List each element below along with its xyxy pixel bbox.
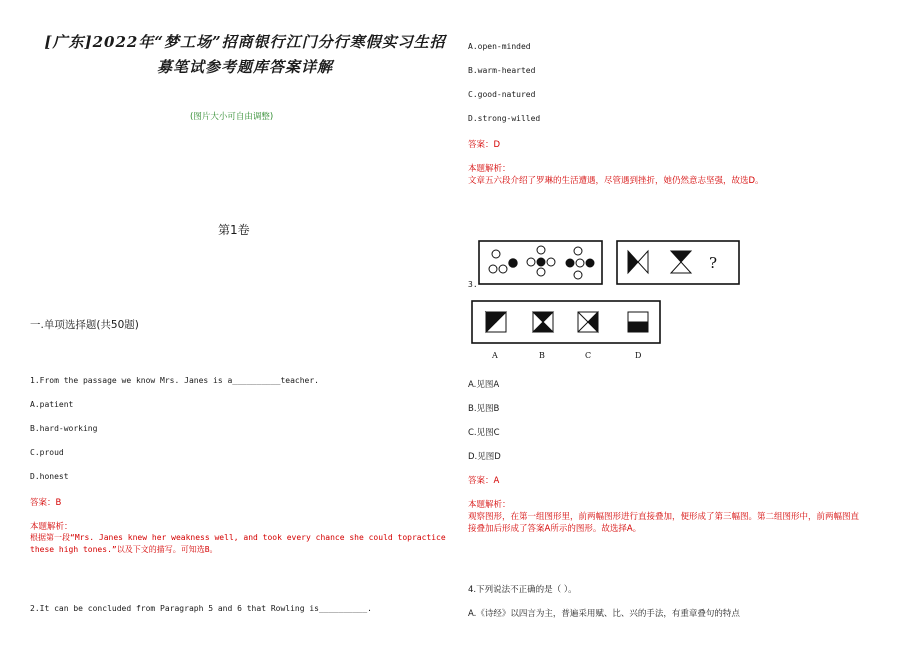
option-d-shape xyxy=(628,312,648,332)
q1-answer: 答案：B xyxy=(30,498,62,508)
q3-option-b: B.见图B xyxy=(468,404,500,414)
circle-group-3 xyxy=(566,247,594,279)
title-line-1: [广东]2022年“梦工场”招商银行江门分行寒假实习生招 xyxy=(44,33,446,51)
title-line-2: 募笔试参考题库答案详解 xyxy=(156,58,333,76)
q1-analysis-line-2: these high tones.”以及下文的描写。可知选B。 xyxy=(30,545,218,554)
q3-answer-figure xyxy=(470,298,662,364)
q4-stem: 4.下列说法不正确的是（ ）。 xyxy=(468,585,577,595)
q3-analysis-label: 本题解析： xyxy=(468,500,511,510)
hourglass-shape xyxy=(671,251,691,273)
section-heading: 一.单项选择题(共50题) xyxy=(30,319,139,331)
q1-option-c: C.proud xyxy=(30,448,64,457)
q4-option-a: A.《诗经》以四言为主，普遍采用赋、比、兴的手法，有重章叠句的特点 xyxy=(468,609,740,619)
q2-option-d: D.strong-willed xyxy=(468,114,541,123)
q2-option-b: B.warm-hearted xyxy=(468,66,536,75)
q1-option-b: B.hard-working xyxy=(30,424,98,433)
q2-answer: 答案：D xyxy=(468,140,501,150)
q3-label-d: D xyxy=(635,351,642,360)
option-b-shape xyxy=(533,312,553,332)
bowtie-shape xyxy=(628,251,648,273)
q3-analysis-line-2: 接叠加后形成了答案A所示的图形。故选择A。 xyxy=(468,524,642,534)
volume-heading: 第1卷 xyxy=(218,223,250,237)
q3-option-d: D.见图D xyxy=(468,452,501,462)
q3-label-a: A xyxy=(492,351,498,360)
q3-answer: 答案：A xyxy=(468,476,500,486)
q3-label-c: C xyxy=(585,351,592,360)
q1-analysis-label: 本题解析： xyxy=(30,522,73,532)
q2-option-a: A.open-minded xyxy=(468,42,531,51)
q3-question-mark: ? xyxy=(709,254,718,272)
image-size-note: (图片大小可自由调整) xyxy=(190,112,274,122)
q1-stem: 1.From the passage we know Mrs. Janes is a__________teacher. xyxy=(30,376,319,385)
q3-option-c: C.见图C xyxy=(468,428,500,438)
q2-stem: 2.It can be concluded from Paragraph 5 and 6 that Rowling is__________. xyxy=(30,604,372,613)
q3-number: 3. xyxy=(468,280,478,289)
document-title xyxy=(30,30,460,80)
q1-option-a: A.patient xyxy=(30,400,74,409)
circle-group-1 xyxy=(489,250,517,273)
q1-analysis-line-1: 根据第一段“Mrs. Janes knew her weakness well, and took every chance she could topractice xyxy=(30,533,446,542)
q2-analysis-line-1: 文章五六段介绍了罗琳的生活遭遇，尽管遇到挫折，她仍然意志坚强，故选D。 xyxy=(468,176,764,186)
q3-label-b: B xyxy=(539,351,545,360)
circle-group-2 xyxy=(527,246,555,276)
q3-problem-figure xyxy=(478,238,742,288)
q3-option-a: A.见图A xyxy=(468,380,500,390)
q2-option-c: C.good-natured xyxy=(468,90,536,99)
option-a-shape xyxy=(486,312,506,332)
q3-analysis-line-1: 观察图形，在第一组图形里，前两幅图形进行直接叠加，便形成了第三幅图。第二组图形中，前两幅图直 xyxy=(468,512,860,522)
q1-option-d: D.honest xyxy=(30,472,69,481)
q2-analysis-label: 本题解析： xyxy=(468,164,511,174)
option-c-shape xyxy=(578,312,598,332)
